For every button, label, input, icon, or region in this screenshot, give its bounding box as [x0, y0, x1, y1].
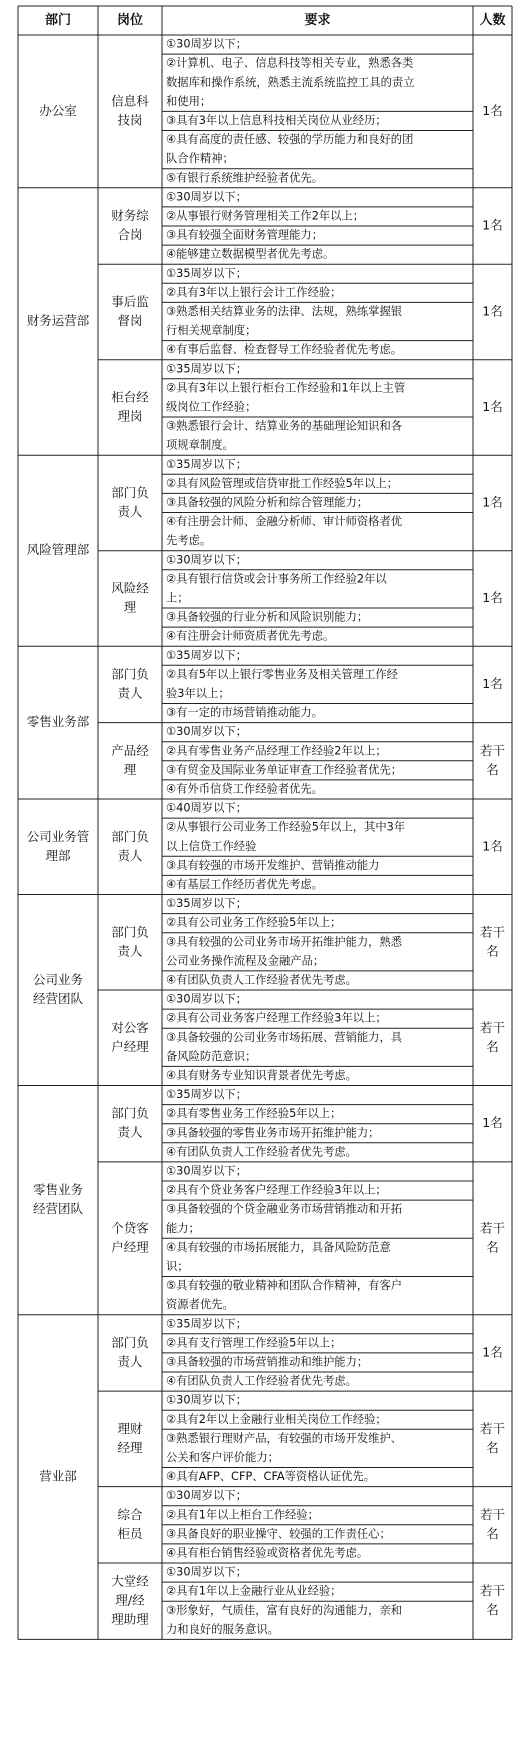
position-name: 个贷客 [111, 1220, 149, 1236]
position-name: 事后监 [111, 293, 149, 309]
headcount: 1名 [482, 398, 503, 414]
position-name: 技岗 [117, 112, 143, 128]
position-name: 部门负 [111, 1334, 149, 1350]
position-name: 大堂经 [111, 1573, 149, 1589]
position-name: 责人 [117, 1124, 143, 1140]
header-requirements: 要求 [304, 13, 331, 28]
requirement-line: ②具有2年以上金融行业相关岗位工作经验； [166, 1412, 387, 1426]
position-name: 户经理 [111, 1038, 149, 1054]
requirement-line: ①40周岁以下； [166, 801, 247, 815]
requirement-line: ②具有个贷业务客户经理工作经验3年以上； [166, 1183, 387, 1197]
requirement-line: 备风险防范意识； [166, 1049, 257, 1063]
requirement-line: 队合作精神； [166, 152, 234, 166]
requirement-line: ③具备良好的职业操守、较强的工作责任心； [166, 1527, 391, 1541]
position-name: 部门负 [111, 666, 149, 682]
department-name: 理部 [45, 847, 71, 863]
department-name: 公司业务管 [26, 828, 90, 844]
requirement-line: ⑤具有较强的敬业精神和团队合作精神，有客户 [166, 1279, 403, 1293]
department-name: 经营团队 [32, 1201, 84, 1217]
department-name: 经营团队 [32, 991, 84, 1006]
requirement-line: ②具有公司业务工作经验5年以上； [166, 916, 342, 930]
position-name: 经理 [117, 1439, 143, 1455]
position-name: 部门负 [111, 828, 149, 844]
department-name: 财务运营部 [26, 313, 90, 328]
requirement-line: ①30周岁以下； [166, 1393, 247, 1407]
requirement-line: ④有外币信贷工作经验者优先。 [166, 782, 323, 796]
requirement-line: 行相关规章制度； [166, 324, 257, 338]
requirement-line: 识； [166, 1259, 189, 1273]
requirement-line: ⑤有银行系统维护经验者优先。 [166, 171, 323, 185]
requirement-line: ④有注册会计师、金融分析师、审计师资格者优 [166, 515, 403, 529]
headcount: 若干 [479, 1019, 506, 1035]
requirement-line: ①35周岁以下； [166, 1088, 247, 1102]
requirement-line: ④有事后监督、检查督导工作经验者优先考虑。 [166, 343, 403, 357]
headcount: 名 [486, 1525, 499, 1541]
position-name: 责人 [117, 847, 143, 863]
requirement-line: ②具有支行管理工作经验5年以上； [166, 1336, 342, 1350]
position-name: 责人 [117, 685, 143, 701]
headcount: 1名 [482, 303, 503, 319]
requirement-line: ②计算机、电子、信息科技等相关专业，熟悉各类 [166, 56, 414, 70]
requirement-line: ④具有高度的责任感、较强的学历能力和良好的团 [166, 133, 414, 147]
requirement-line: ①30周岁以下； [166, 190, 247, 204]
headcount: 1名 [482, 589, 503, 605]
requirement-line: ②具有3年以上银行柜台工作经验和1年以上主管 [166, 381, 406, 395]
department-name: 办公室 [39, 102, 77, 118]
position-name: 信息科 [111, 93, 149, 109]
requirement-line: ②具有1年以上金融行业从业经验； [166, 1584, 342, 1598]
headcount: 1名 [482, 1115, 503, 1131]
header-position: 岗位 [116, 13, 144, 28]
position-name: 风险经 [111, 580, 149, 596]
requirement-line: ①30周岁以下； [166, 1489, 247, 1503]
requirement-line: ③形象好，气质佳，富有良好的沟通能力，亲和 [166, 1603, 403, 1617]
requirement-line: ④具有财务专业知识背景者优先考虑。 [166, 1068, 357, 1082]
requirement-line: ③熟悉相关结算业务的法律、法规，熟练掌握银 [166, 304, 403, 318]
requirement-line: ②具有零售业务产品经理工作经验2年以上； [166, 744, 387, 758]
requirement-line: 先考虑。 [166, 534, 212, 548]
requirement-line: ①30周岁以下； [166, 725, 247, 739]
requirement-line: ③熟悉银行理财产品，有较强的市场开发维护、 [166, 1431, 403, 1445]
position-name: 财务综 [111, 208, 149, 223]
headcount: 名 [486, 1602, 499, 1618]
headcount: 1名 [482, 838, 503, 854]
requirement-line: ③具备较强的公司业务市场拓展、营销能力，具 [166, 1030, 403, 1044]
headcount: 若干 [479, 1420, 506, 1436]
headcount: 1名 [482, 217, 503, 233]
position-name: 理岗 [117, 408, 143, 424]
requirement-line: ③具有较强的市场开发维护、营销推动能力 [166, 858, 380, 872]
header-count: 人数 [479, 13, 506, 28]
department-name: 营业部 [39, 1468, 77, 1484]
requirement-line: ④具有较强的市场拓展能力，具备风险防范意 [166, 1240, 391, 1254]
requirement-line: ③具有3年以上信息科技相关岗位从业经历； [166, 113, 387, 127]
requirement-line: ②具有1年以上柜台工作经验； [166, 1508, 319, 1522]
department-name: 公司业务 [32, 972, 84, 987]
requirement-line: ①30周岁以下； [166, 1164, 247, 1178]
headcount: 若干 [479, 1583, 506, 1599]
position-name: 督岗 [117, 312, 143, 328]
requirement-line: ①30周岁以下； [166, 992, 247, 1006]
headcount: 名 [486, 1439, 499, 1455]
requirement-line: ②具有公司业务客户经理工作经验3年以上； [166, 1011, 387, 1025]
requirement-line: ③具备较强的市场营销推动和维护能力； [166, 1355, 369, 1369]
requirement-line: ④有注册会计师资质者优先考虑。 [166, 629, 335, 643]
position-name: 柜台经 [111, 389, 149, 405]
requirement-line: ②具有零售业务工作经验5年以上； [166, 1107, 342, 1121]
headcount: 若干 [479, 1506, 506, 1522]
requirement-line: ②具有5年以上银行零售业务及相关管理工作经 [166, 667, 398, 681]
headcount: 1名 [482, 1344, 503, 1360]
position-name: 柜员 [117, 1525, 143, 1541]
requirement-line: ③具备较强的零售业务市场开拓维护能力； [166, 1126, 380, 1140]
requirement-line: ④有团队负责人工作经验者优先考虑。 [166, 973, 357, 987]
position-name: 责人 [117, 1353, 143, 1369]
requirement-line: ①35周岁以下； [166, 897, 247, 911]
requirement-line: 资源者优先。 [166, 1298, 234, 1312]
requirement-line: ①35周岁以下； [166, 648, 247, 662]
department-name: 零售业务部 [26, 714, 90, 730]
requirement-line: 项规章制度。 [166, 438, 234, 452]
headcount: 若干 [479, 1220, 506, 1236]
headcount: 1名 [482, 102, 503, 118]
headcount: 若干 [479, 924, 506, 940]
requirement-line: ③具备较强的风险分析和综合管理能力； [166, 495, 369, 509]
requirement-line: 级岗位工作经验； [166, 400, 257, 414]
position-name: 理 [123, 599, 137, 615]
position-name: 部门负 [111, 1105, 149, 1121]
position-name: 理财 [117, 1420, 143, 1436]
requirement-line: ②具有风险管理或信贷审批工作经验5年以上； [166, 476, 398, 490]
headcount: 名 [486, 761, 499, 777]
position-name: 责人 [117, 943, 143, 959]
requirement-line: 数据库和操作系统，熟悉主流系统监控工具的责立 [166, 75, 415, 89]
headcount: 1名 [482, 675, 503, 691]
position-name: 产品经 [111, 742, 149, 758]
headcount: 名 [486, 943, 499, 959]
requirement-line: ④有团队负责人工作经验者优先考虑。 [166, 1374, 357, 1388]
requirement-line: ③具备较强的个贷金融业务市场营销推动和开拓 [166, 1202, 403, 1216]
requirement-line: ③熟悉银行会计、结算业务的基础理论知识和各 [166, 419, 403, 433]
position-name: 理/经 [115, 1592, 145, 1608]
requirement-line: ①35周岁以下； [166, 1317, 247, 1331]
position-name: 理助理 [111, 1611, 149, 1627]
department-name: 风险管理部 [26, 542, 90, 558]
headcount: 1名 [482, 494, 503, 510]
requirement-line: 能力； [166, 1221, 200, 1235]
requirement-line: ④具有AFP、CFP、CFA等资格认证优先。 [166, 1470, 376, 1484]
requirement-line: ③具有较强全面财务管理能力； [166, 228, 323, 242]
requirement-line: ①35周岁以下； [166, 266, 247, 280]
position-name: 部门负 [111, 924, 149, 940]
requirement-line: ④具有柜台销售经验或资格者优先考虑。 [166, 1546, 369, 1560]
requirement-line: ③具有较强的公司业务市场开拓维护能力，熟悉 [166, 935, 403, 949]
requirement-line: ③有一定的市场营销推动能力。 [166, 706, 323, 720]
header-dept: 部门 [44, 13, 72, 28]
requirement-line: ②从事银行财务管理相关工作2年以上； [166, 209, 365, 223]
requirement-line: ①30周岁以下； [166, 37, 247, 51]
headcount: 名 [486, 1239, 499, 1255]
requirement-line: ③有贸金及国际业务单证审查工作经验者优先； [166, 763, 403, 777]
requirement-line: ①35周岁以下； [166, 457, 247, 471]
headcount: 若干 [479, 742, 506, 758]
headcount: 名 [486, 1038, 499, 1054]
requirement-line: 公司业务操作流程及金融产品； [166, 954, 325, 968]
requirement-line: ④有基层工作经历者优先考虑。 [166, 877, 323, 891]
requirement-line: ①30周岁以下； [166, 1565, 247, 1579]
position-name: 对公客 [111, 1019, 149, 1035]
position-name: 合岗 [117, 227, 143, 242]
requirement-line: ④有团队负责人工作经验者优先考虑。 [166, 1145, 357, 1159]
requirement-line: ①35周岁以下； [166, 362, 247, 376]
position-name: 户经理 [111, 1239, 149, 1255]
requirement-line: 公关和客户评价能力； [166, 1450, 279, 1464]
requirement-line: 验3年以上； [166, 686, 230, 700]
requirement-line: ④能够建立数据模型者优先考虑。 [166, 247, 335, 261]
requirement-line: ②具有银行信贷或会计事务所工作经验2年以 [166, 572, 387, 586]
requirement-line: ②具有3年以上银行会计工作经验； [166, 285, 342, 299]
requirement-line: ③具备较强的行业分析和风险识别能力； [166, 610, 369, 624]
requirement-line: 上； [166, 591, 189, 605]
requirement-line: 以上信贷工作经验 [166, 839, 257, 853]
position-name: 综合 [117, 1506, 143, 1522]
requirement-line: ②从事银行公司业务工作经验5年以上，其中3年 [166, 820, 406, 834]
requirement-line: 和使用； [166, 94, 212, 108]
department-name: 零售业务 [32, 1182, 84, 1198]
position-name: 责人 [117, 503, 143, 519]
requirement-line: 力和良好的服务意识。 [166, 1622, 279, 1636]
requirement-line: ①30周岁以下； [166, 553, 247, 567]
position-name: 部门负 [111, 484, 149, 500]
position-name: 理 [123, 761, 137, 777]
